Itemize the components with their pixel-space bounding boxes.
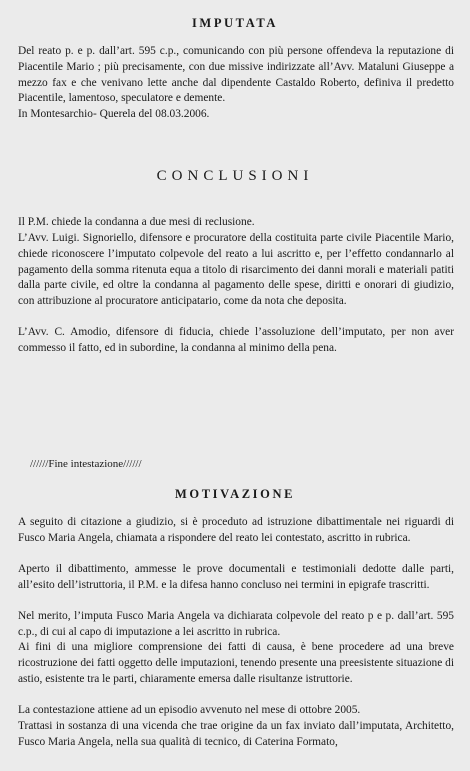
conclusioni-pm-request: Il P.M. chiede la condanna a due mesi di reclusione.	[18, 216, 255, 228]
motivazione-paragraph: Aperto il dibattimento, ammesse le prove documentali e testimoniali dedotte dalle parti, all’esito dell’istruttoria, il P.M. e la difesa hanno concluso nei termini in epigrafe trascritti.	[18, 563, 454, 591]
motivazione-paragraph: La contestazione attiene ad un episodio avvenuto nel mese di ottobre 2005.	[18, 704, 361, 716]
conclusioni-heading: CONCLUSIONI	[156, 168, 314, 184]
motivazione-paragraph: Trattasi in sostanza di una vicenda che trae origine da un fax inviato dall’imputata, Architetto, Fusco Maria Angela, nella sua qualità di tecnico, di Caterina Formato,	[18, 720, 454, 748]
imputata-charge-text: Del reato p. e p. dall’art. 595 c.p., comunicando con più persone offendeva la reputazione di Piacentile Mario ; più precisamente, con due missive indirizzate all’Avv. Mataluni Giuseppe a mezzo fax e che venivano lette anche dal dipendente Castaldo Roberto, definiva il predetto Piacentile, lamentoso, speculatore e demente.	[18, 45, 454, 105]
imputata-heading: IMPUTATA	[191, 16, 279, 30]
imputata-place-date: In Montesarchio- Querela del 08.03.2006.	[18, 108, 210, 120]
conclusioni-defense-request: L’Avv. C. Amodio, difensore di fiducia, chiede l’assoluzione dell’imputato, per non aver commesso il fatto, ed in subordine, la condanna al minimo della pena.	[18, 326, 454, 354]
motivazione-paragraph: Ai fini di una migliore comprensione dei fatti di causa, è bene procedere ad una breve ricostruzione dei fatti oggetto delle imputazioni, tenendo presente una preesistente situazione di astio, esistente tra le parti, chiaramente emersa dalle risultanze istruttorie.	[18, 641, 454, 685]
conclusioni-civil-party-request: L’Avv. Luigi. Signoriello, difensore e procuratore della costituita parte civile Piacentile Mario, chiede riconoscere l’imputato colpevole del reato a lui ascritto e, per l’effetto condannarlo al pagamento della somma ritenuta equa a titolo di risarcimento dei danni morali e materiali patiti dalla parte civile, ed oltre la condanna al pagamento delle spese, diritti e onorari di giudizio, con attribuzione al procuratore anticipatario, come da nota che deposita.	[18, 232, 454, 308]
header-end-marker: //////Fine intestazione//////	[30, 458, 142, 470]
motivazione-heading: MOTIVAZIONE	[174, 487, 296, 501]
motivazione-paragraph: Nel merito, l’imputa Fusco Maria Angela va dichiarata colpevole del reato p e p. dall’art. 595 c.p., di cui al capo di imputazione a lei ascritto in rubrica.	[18, 610, 454, 638]
motivazione-paragraph: A seguito di citazione a giudizio, si è proceduto ad istruzione dibattimentale nei riguardi di Fusco Maria Angela, chiamata a rispondere del reato lei contestato, ascritto in rubrica.	[18, 516, 454, 544]
